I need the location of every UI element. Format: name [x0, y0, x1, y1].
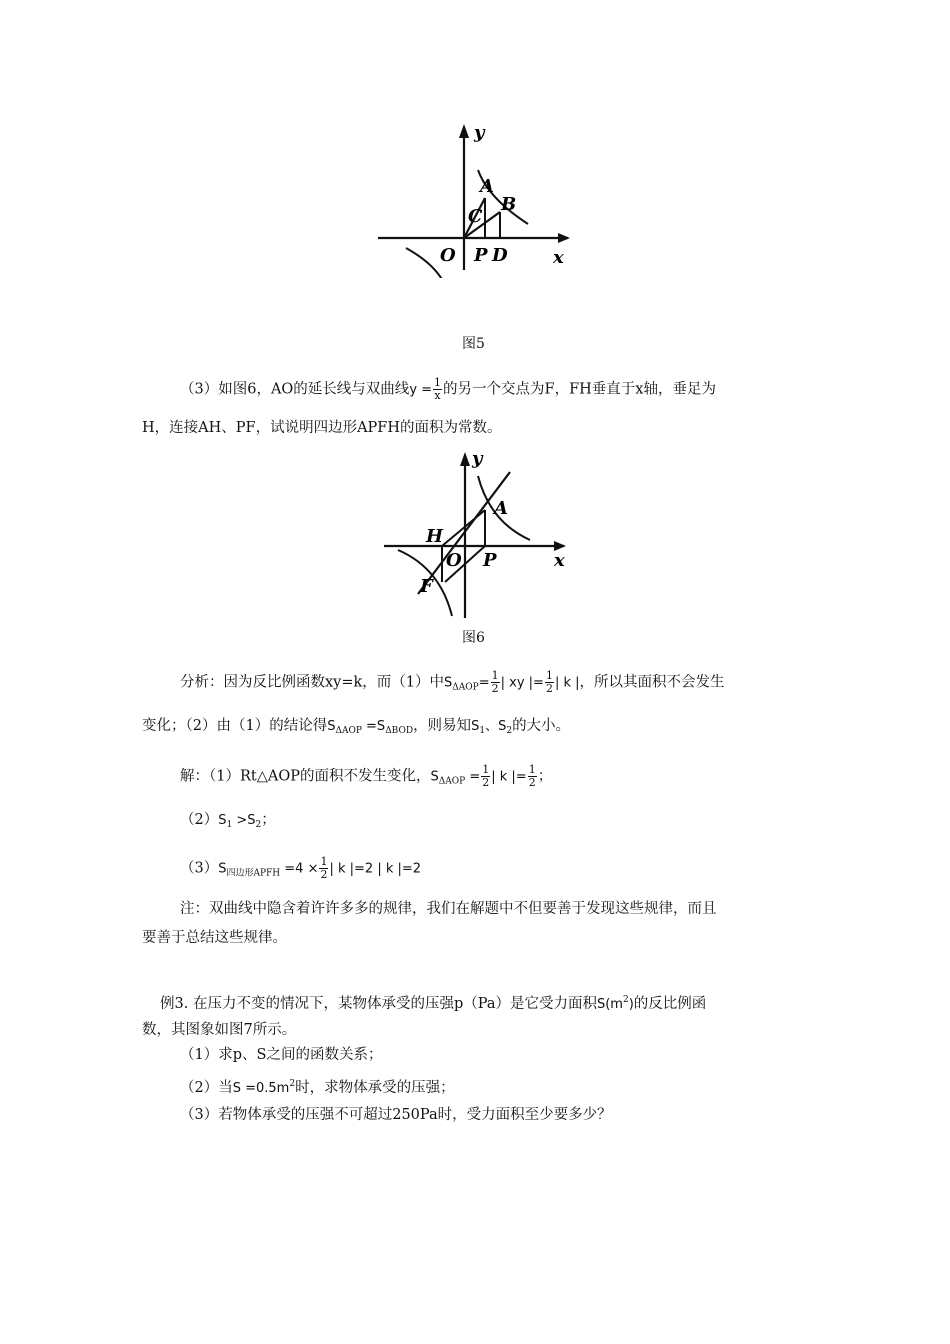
fraction-1-over-x: $\frac{1}{x}$ — [434, 376, 442, 402]
fig6-label-o: O — [446, 550, 462, 571]
fig6-label-f: F — [420, 576, 433, 597]
note-line1: 注：双曲线中隐含着许许多多的规律，我们在解题中不但要善于发现这些规律，而且 — [180, 901, 717, 917]
example3-q2: （2）当$S =0.5m^2$时，求物体承受的压强； — [180, 1079, 455, 1096]
fig6-label-p: P — [483, 550, 497, 571]
fig6-label-y: y — [472, 448, 483, 469]
fig5-label-y: y — [474, 122, 485, 143]
figure-5-caption: 图5 — [462, 336, 485, 352]
example3-q1: （1）求p、S之间的函数关系； — [180, 1047, 383, 1063]
analysis-line2: 变化；（2）由（1）的结论得$S_{\Delta AOP} =S_{\Delta BOD}$，则易知$S_1$、$S_2$的大小。 — [142, 718, 571, 736]
part3-line1: （3）如图6，AO的延长线与双曲线y = $\frac{1}{x}$ 的另一个交点为F，FH垂直于x轴，垂足为 — [180, 376, 716, 402]
analysis-line1: 分析：因为反比例函数xy=k，而（1）中$S_{\Delta AOP}=$ $\frac{1}{2}$ | xy |= $\frac{1}{2}$ | k |，所以其面积不会发生 — [180, 669, 725, 695]
example3-q3: （3）若物体承受的压强不可超过250Pa时，受力面积至少要多少？ — [180, 1107, 612, 1123]
solution-line3: $(3)S_{四边形APFH} =4$ × $\frac{1}{2}$ | k |=2 | k |=2 — [180, 855, 422, 881]
solution-line2: $(2)S_1 >S_2$； — [180, 812, 276, 830]
fig5-label-x: x — [553, 247, 564, 268]
fig6-label-h: H — [426, 526, 444, 547]
example3-line1: 例3. 在压力不变的情况下，某物体承受的压强p（Pa）是它受力面积$S(m^2)$的反比例函 — [160, 995, 707, 1012]
fig6-label-a: A — [494, 498, 508, 519]
fig5-label-o: O — [440, 245, 456, 266]
fig5-label-a: A — [480, 176, 494, 197]
fig5-label-p: P — [474, 245, 488, 266]
solution-line1: 解：（1）Rt△AOP的面积不发生变化，$S_{\Delta AOP}$ = $\frac{1}{2}$ | k |= $\frac{1}{2}$ ； — [180, 763, 553, 789]
figure-6-caption: 图6 — [462, 630, 485, 646]
note-line2: 要善于总结这些规律。 — [142, 930, 287, 946]
fig5-label-b: B — [501, 194, 517, 215]
fig6-label-x: x — [554, 550, 565, 571]
part3-line2: H，连接AH、PF，试说明四边形APFH的面积为常数。 — [142, 420, 502, 436]
fig5-label-c: C — [468, 206, 483, 227]
figure-6-graph — [378, 448, 578, 624]
figure-5-graph — [370, 118, 580, 278]
example3-line2: 数，其图象如图7所示。 — [142, 1022, 297, 1038]
fig5-label-d: D — [492, 245, 508, 266]
